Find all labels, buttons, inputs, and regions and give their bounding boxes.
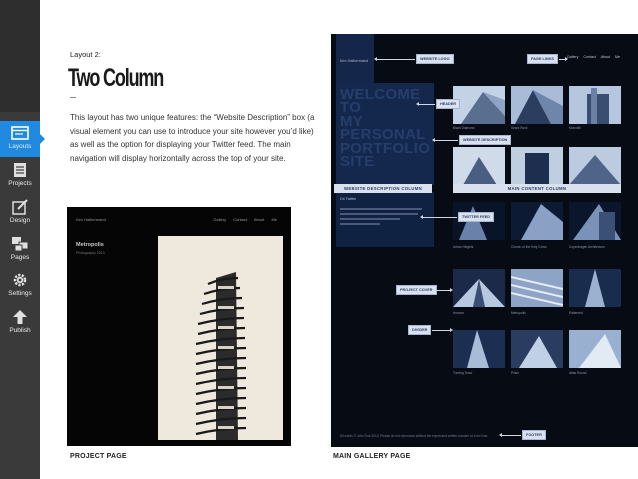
project-page-caption: PROJECT PAGE (70, 453, 127, 460)
project-page-preview (67, 207, 291, 446)
tweet-line (340, 208, 422, 210)
layout-number-label: Layout 2: (70, 50, 101, 59)
thumb-caption: Patterned (569, 311, 583, 315)
welcome-line: PERSONAL (340, 126, 426, 144)
arrow-icon (502, 435, 521, 436)
thumb-caption: Turning Torso (453, 371, 473, 375)
thumb-caption: Atlas Round (569, 371, 587, 375)
arrow-icon (559, 59, 565, 60)
layout-icon (11, 125, 29, 141)
annotation-header: HEADER (436, 99, 460, 109)
sidebar-item-label: Layouts (8, 143, 32, 150)
gallery-thumbnail (569, 86, 621, 124)
gallery-thumbnail (511, 147, 563, 185)
arrow-icon (423, 217, 457, 218)
preview-site-name: Kim Halbermand (76, 217, 106, 222)
thumb-caption: Copenhagen Architecture (569, 245, 605, 249)
page-title: Two Column (68, 64, 164, 92)
arrow-icon (432, 290, 450, 291)
preview-site-name: Kim Halbermand (340, 59, 369, 63)
sidebar-item-label: Settings (8, 290, 32, 297)
preview-project-subtitle: Photography 2013 (76, 251, 105, 255)
gallery-thumbnail (453, 330, 505, 368)
sidebar-item-projects[interactable] (0, 158, 40, 194)
thumb-caption: Horizon (453, 311, 464, 315)
tweet-line (340, 218, 400, 220)
arrow-icon (377, 59, 415, 60)
welcome-line: SITE (340, 153, 375, 171)
building-photo (158, 236, 283, 440)
arrow-icon (435, 140, 458, 141)
annotation-project-cover: PROJECT COVER (396, 285, 437, 295)
upload-arrow-icon (11, 309, 29, 325)
pages-icon (11, 236, 29, 252)
sidebar-header (0, 0, 40, 112)
preview-project-title: Metropolis (76, 242, 104, 248)
sidebar-item-pages[interactable] (0, 232, 40, 268)
welcome-line: PORTFOLIO (340, 139, 431, 157)
title-divider (70, 97, 76, 98)
annotation-website-description: WEBSITE DESCRIPTION (459, 135, 511, 145)
gallery-thumbnail (569, 147, 621, 185)
sidebar-item-publish[interactable] (0, 305, 40, 341)
gallery-thumbnail (511, 330, 563, 368)
annotation-twitter-feed: TWITTER FEED (458, 212, 494, 222)
gallery-thumbnail (569, 269, 621, 307)
gallery-thumbnail (453, 269, 505, 307)
arrow-icon (419, 104, 435, 105)
welcome-line: TO (340, 99, 362, 117)
tweet-line (340, 213, 418, 215)
welcome-line: MY (340, 112, 364, 130)
sidebar-item-label: Pages (10, 254, 30, 261)
welcome-line: WELCOME (340, 86, 421, 103)
gallery-thumbnail (511, 269, 563, 307)
preview-footer: All works © John Doe 2013. Please do not reproduce without the expressed written consent of John Doe. (340, 434, 489, 438)
thumb-caption: Urban Heights (453, 245, 474, 249)
annotation-website-logo: WEBSITE LOGO (416, 54, 454, 64)
main-content-column-label: MAIN CONTENT COLUMN (453, 184, 621, 193)
gallery-thumbnail (453, 147, 505, 185)
thumb-caption: Metropolis (511, 311, 526, 315)
thumb-caption: Black Diamond (453, 126, 475, 130)
thumb-caption: Church of the Holy Cross (511, 245, 547, 249)
tweet-line (340, 223, 380, 225)
gallery-thumbnail (569, 202, 621, 240)
welcome-text (340, 86, 431, 171)
thumb-caption: Prism (511, 371, 520, 375)
sidebar-item-label: Projects (8, 180, 32, 187)
thumb-caption: Monolith (569, 126, 582, 130)
gallery-page-caption: MAIN GALLERY PAGE (333, 453, 411, 460)
twitter-title: On Twitter (340, 197, 357, 201)
gallery-thumbnail (453, 86, 505, 124)
sidebar-item-settings[interactable] (0, 268, 40, 304)
gallery-thumbnail (569, 330, 621, 368)
sidebar (0, 0, 40, 479)
layout-description: This layout has two unique features: the “Website Description” box (a visual element you can use to introduce your site however you’d like) as well as the option for displaying your Twitter feed. The main navigation will display horizontally across the top of your site. (70, 113, 315, 163)
design-icon (11, 199, 29, 215)
gallery-thumbnail (511, 86, 563, 124)
website-description-column-label: WEBSITE DESCRIPTION COLUMN (334, 184, 432, 193)
preview-nav-links: Gallery Contact About Me (567, 55, 620, 59)
annotation-divider: DIVIDER (408, 325, 431, 335)
gear-icon (11, 272, 29, 288)
sidebar-item-layouts[interactable] (0, 121, 40, 157)
sidebar-item-design[interactable] (0, 195, 40, 231)
sidebar-item-label: Publish (9, 327, 31, 334)
thumb-caption: Sears Rock (511, 126, 528, 130)
gallery-thumbnail (511, 202, 563, 240)
projects-icon (11, 162, 29, 178)
annotation-footer: FOOTER (522, 430, 546, 440)
preview-nav-links: Gallery Contact About Me (213, 217, 277, 222)
arrow-icon (432, 330, 450, 331)
sidebar-item-label: Design (9, 217, 31, 224)
gallery-page-preview (331, 34, 638, 447)
annotation-page-links: PAGE LINKS (527, 54, 558, 64)
